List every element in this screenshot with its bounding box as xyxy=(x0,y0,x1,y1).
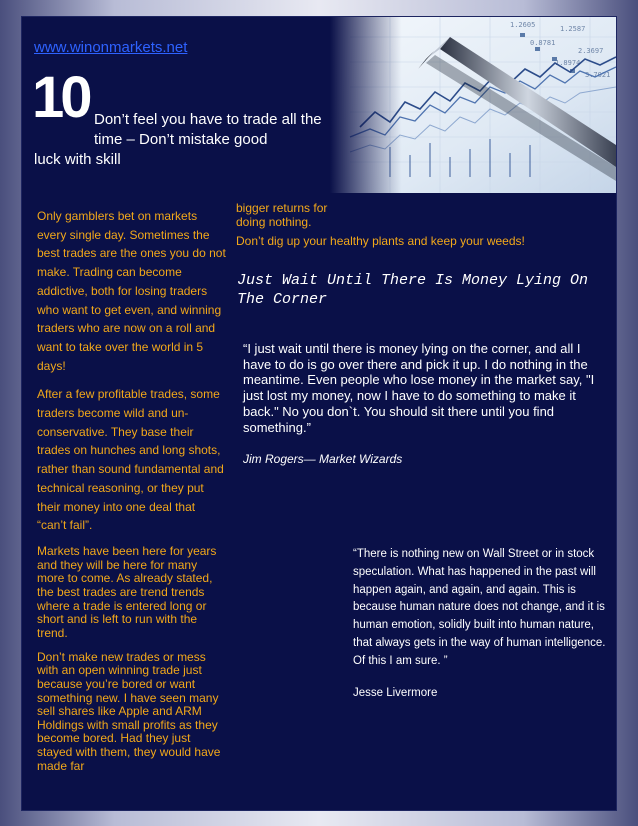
section-subheading: Just Wait Until There Is Money Lying On The Corner xyxy=(237,272,589,308)
quote-rogers: “I just wait until there is money lying on the corner, and all I have to do is go over there and pick it up. I do nothing in the meantime. Even people who lose money in the market say, "I just lost my money, now I have to do something to make it back." No you don`t. You should sit there until you find something.” xyxy=(243,341,595,435)
right-column-top xyxy=(236,202,606,249)
stock-chart-photo xyxy=(330,17,616,193)
paragraph: Markets have been here for years and they will be here for many more to come. As already stated, the best trades are trend trends where a trade is entered long or short and is left to run with the trend. xyxy=(37,543,217,641)
website-link[interactable]: www.winonmarkets.net xyxy=(34,39,188,56)
paragraph: Only gamblers bet on markets every single day. Sometimes the best trades are the ones you do not make. Trading can become addictive, both for losing traders who want to get even, and winning traders who are now on a roll and want to take over the world in 5 days! xyxy=(37,209,226,373)
left-column xyxy=(37,207,227,783)
tip-headline: Don’t feel you have to trade all the time – Don’t mistake good xyxy=(94,111,322,148)
weeds-line: Don’t dig up your healthy plants and keep your weeds! xyxy=(236,234,525,248)
paragraph: After a few profitable trades, some traders become wild and un-conservative. They base their trades on hunches and long shots, rather than sound fundamental and technical reasoning, or they put their money into one deal that “can’t fail”. xyxy=(37,387,224,533)
quote-attribution-livermore: Jesse Livermore xyxy=(353,687,438,699)
tip-headline-continued: luck with skill xyxy=(34,151,121,168)
continued-text: bigger returns for doing nothing. xyxy=(236,201,328,229)
quote-attribution-rogers: Jim Rogers— Market Wizards xyxy=(243,452,403,466)
quote-livermore: “There is nothing new on Wall Street or in stock speculation. What has happened in the past will happen again, and again, and again. This is because human nature does not change, and it is human emotion, solidly built into human nature, that always gets in the way of human intelligence. Of this I am sure. ” xyxy=(353,548,606,667)
tip-number: 10 xyxy=(32,65,89,130)
page-panel xyxy=(22,17,616,810)
paragraph: Don’t make new trades or mess with an open winning trade just because you’re bored or want something new. I have seen many sell shares like Apple and ARM Holdings with small profits as they become bored. Had they just stayed with them, they would have made far xyxy=(37,649,221,773)
